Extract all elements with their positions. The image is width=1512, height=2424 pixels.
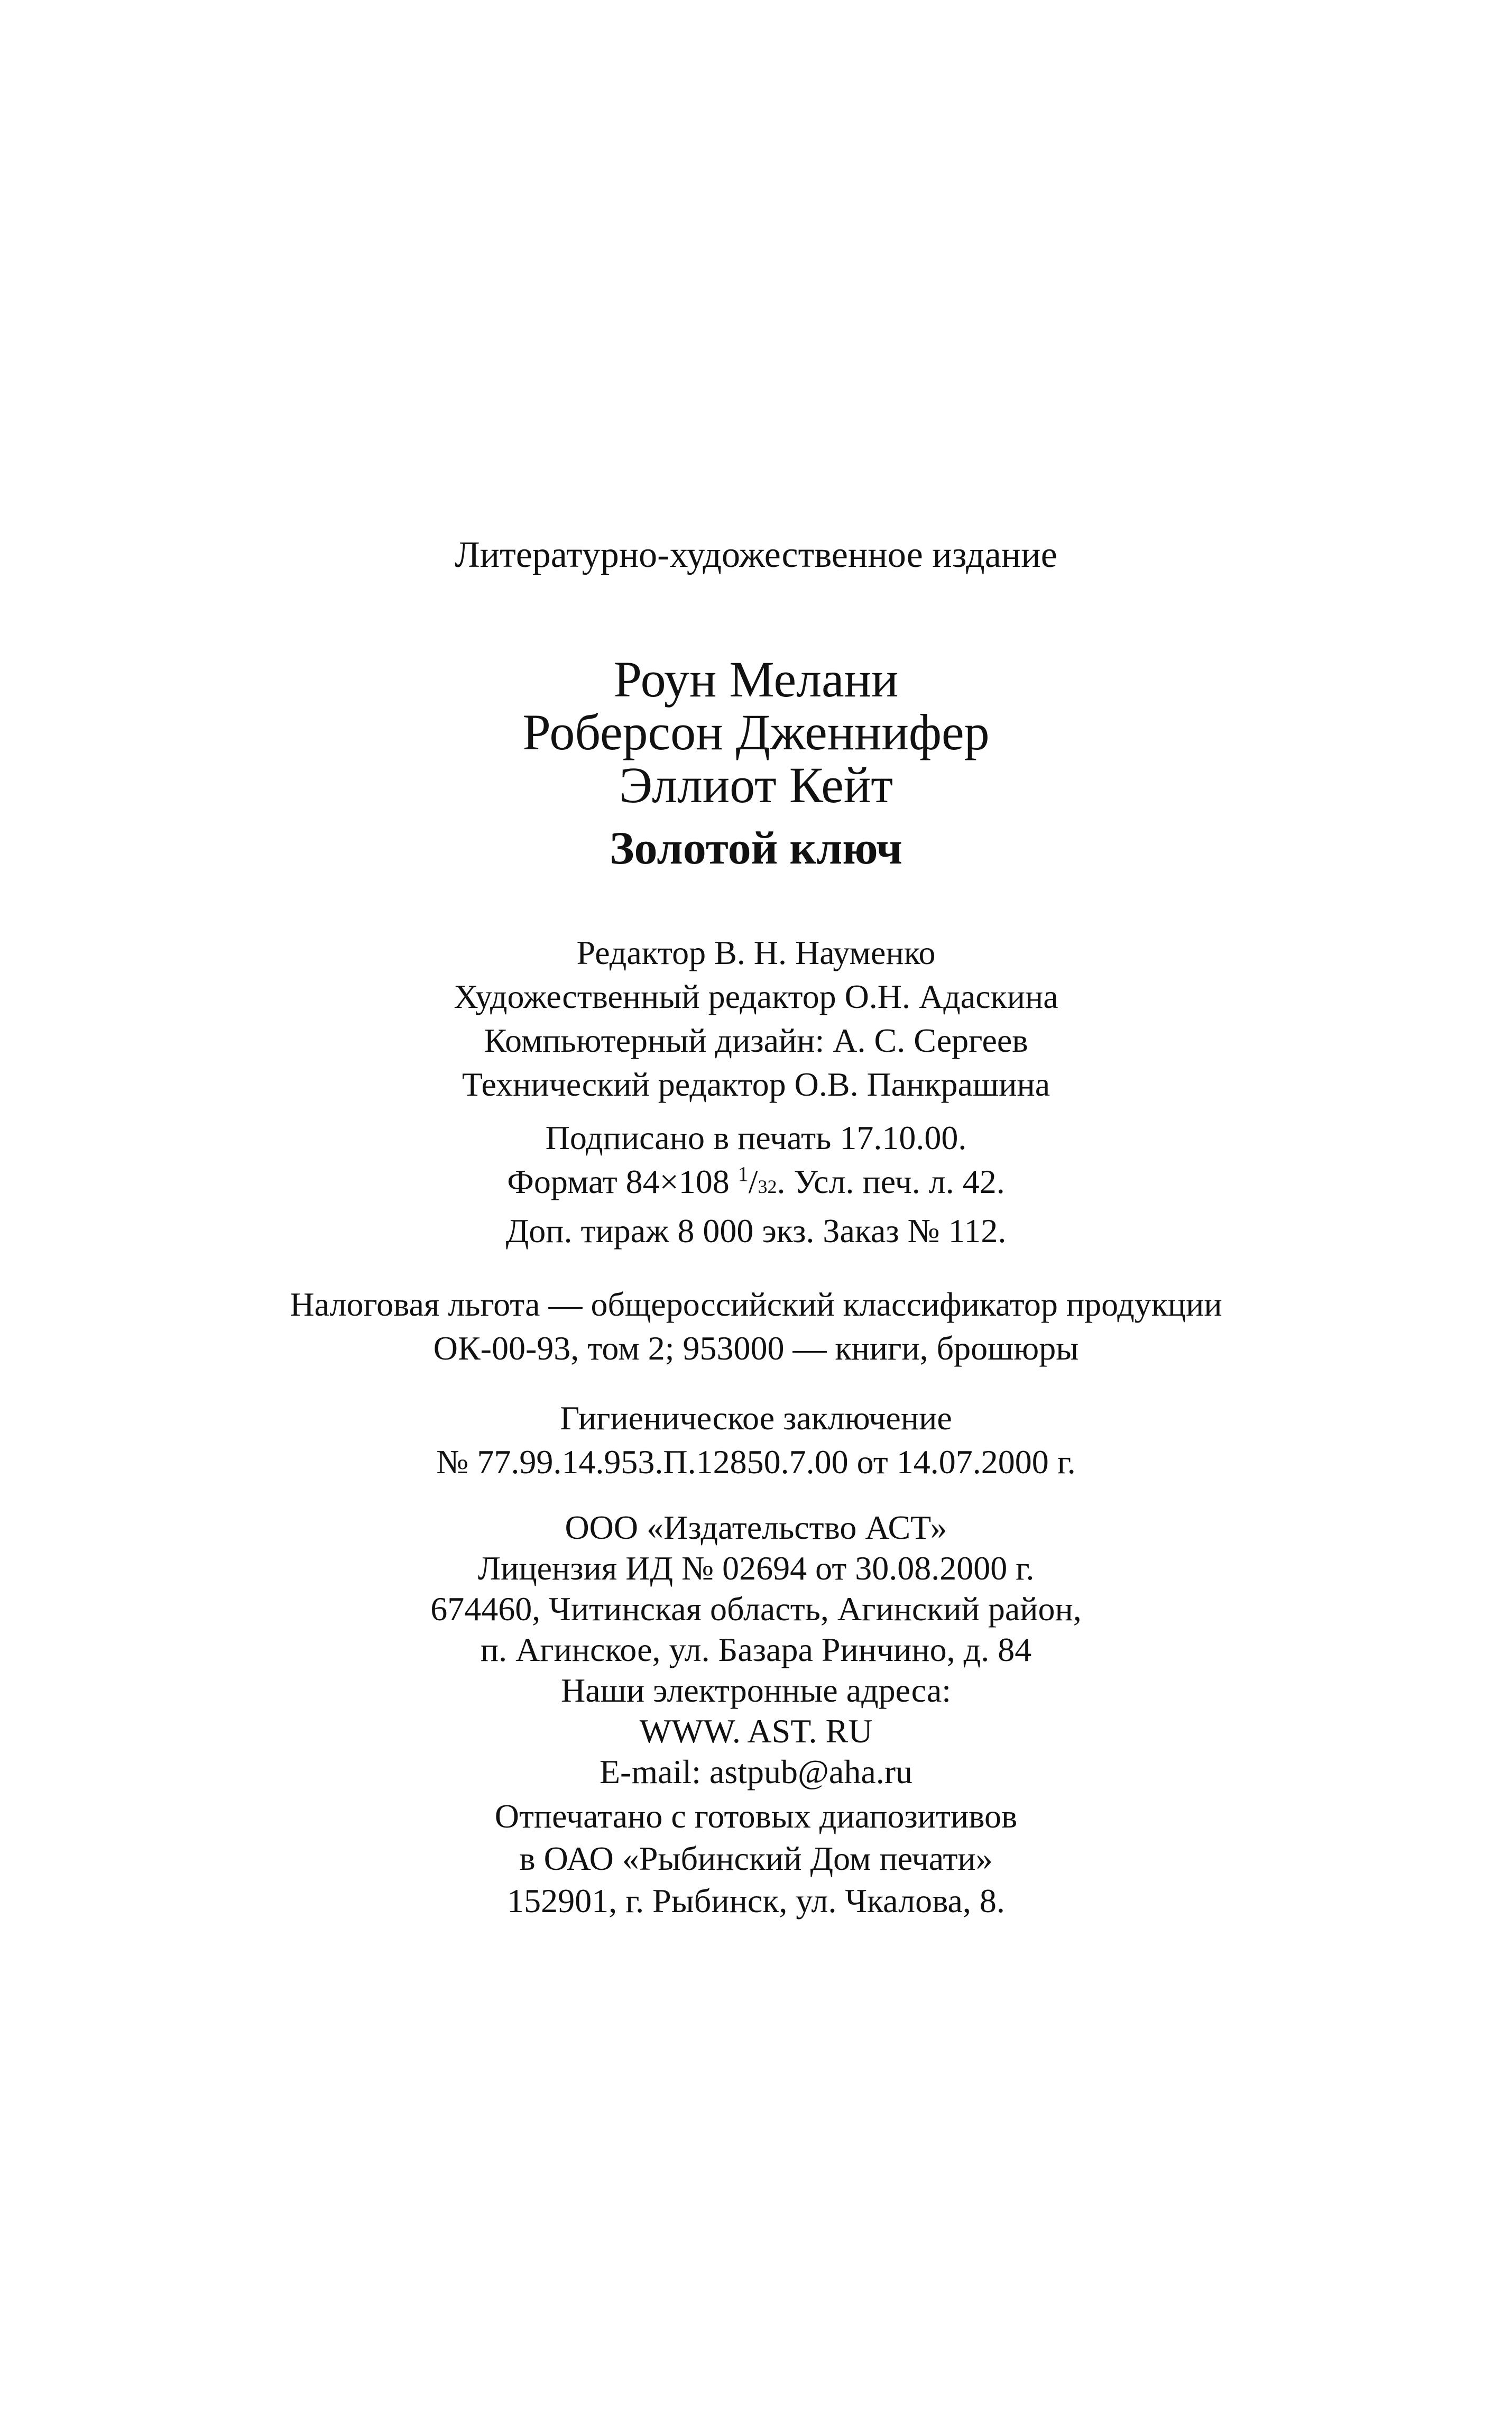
publisher-name: ООО «Издательство АСТ» [565, 1509, 947, 1546]
hygiene-block [0, 1396, 1512, 1484]
publisher-address: п. Агинское, ул. Базара Ринчино, д. 84 [480, 1631, 1032, 1668]
circulation-line: Доп. тираж 8 000 экз. Заказ № 112. [505, 1212, 1007, 1250]
publisher-email: E-mail: astpub@aha.ru [599, 1753, 913, 1791]
credit-art-editor: Художественный редактор О.Н. Адаскина [454, 978, 1058, 1015]
credit-editor: Редактор В. Н. Науменко [576, 934, 936, 971]
printer-line: Отпечатано с готовых диапозитивов [494, 1797, 1018, 1835]
edition-type-text: Литературно-художественное издание [455, 535, 1057, 575]
publisher-license: Лицензия ИД № 02694 от 30.08.2000 г. [477, 1549, 1035, 1587]
publisher-block [0, 1507, 1512, 1792]
book-title-text: Золотой ключ [610, 823, 902, 874]
publisher-website: WWW. AST. RU [639, 1712, 873, 1750]
printer-block [0, 1795, 1512, 1922]
edition-type [0, 534, 1512, 576]
format-suffix: . Усл. печ. л. 42. [777, 1163, 1005, 1200]
format-prefix: Формат 84×108 [507, 1163, 738, 1200]
publisher-address: 674460, Читинская область, Агинский район, [430, 1590, 1082, 1628]
author-name: Роун Мелани [613, 651, 899, 708]
format-fraction-denominator: 32 [758, 1176, 777, 1197]
signed-to-print: Подписано в печать 17.10.00. [545, 1119, 967, 1156]
credits-block [0, 931, 1512, 1106]
format-line [0, 1160, 1512, 1209]
author-name: Роберсон Дженнифер [522, 704, 990, 760]
printer-line: в ОАО «Рыбинский Дом печати» [519, 1840, 993, 1877]
credit-designer: Компьютерный дизайн: А. С. Сергеев [484, 1022, 1028, 1059]
author-name: Эллиот Кейт [619, 757, 893, 813]
tax-info-line: ОК-00-93, том 2; 953000 — книги, брошюры [433, 1329, 1079, 1367]
hygiene-line: Гигиеническое заключение [560, 1399, 952, 1437]
print-info-block [0, 1116, 1512, 1253]
printer-line: 152901, г. Рыбинск, ул. Чкалова, 8. [507, 1882, 1005, 1920]
format-fraction-numerator: 1 [737, 1162, 749, 1186]
publisher-web-heading: Наши электронные адреса: [560, 1672, 952, 1709]
authors-block [0, 653, 1512, 812]
book-title [0, 822, 1512, 875]
tax-info-line: Налоговая льгота — общероссийский классификатор продукции [290, 1286, 1222, 1323]
credit-technical-editor: Технический редактор О.В. Панкрашина [462, 1066, 1050, 1103]
format-fraction-separator: / [748, 1163, 758, 1200]
hygiene-line: № 77.99.14.953.П.12850.7.00 от 14.07.2000 г. [436, 1443, 1076, 1481]
tax-info-block [0, 1282, 1512, 1370]
